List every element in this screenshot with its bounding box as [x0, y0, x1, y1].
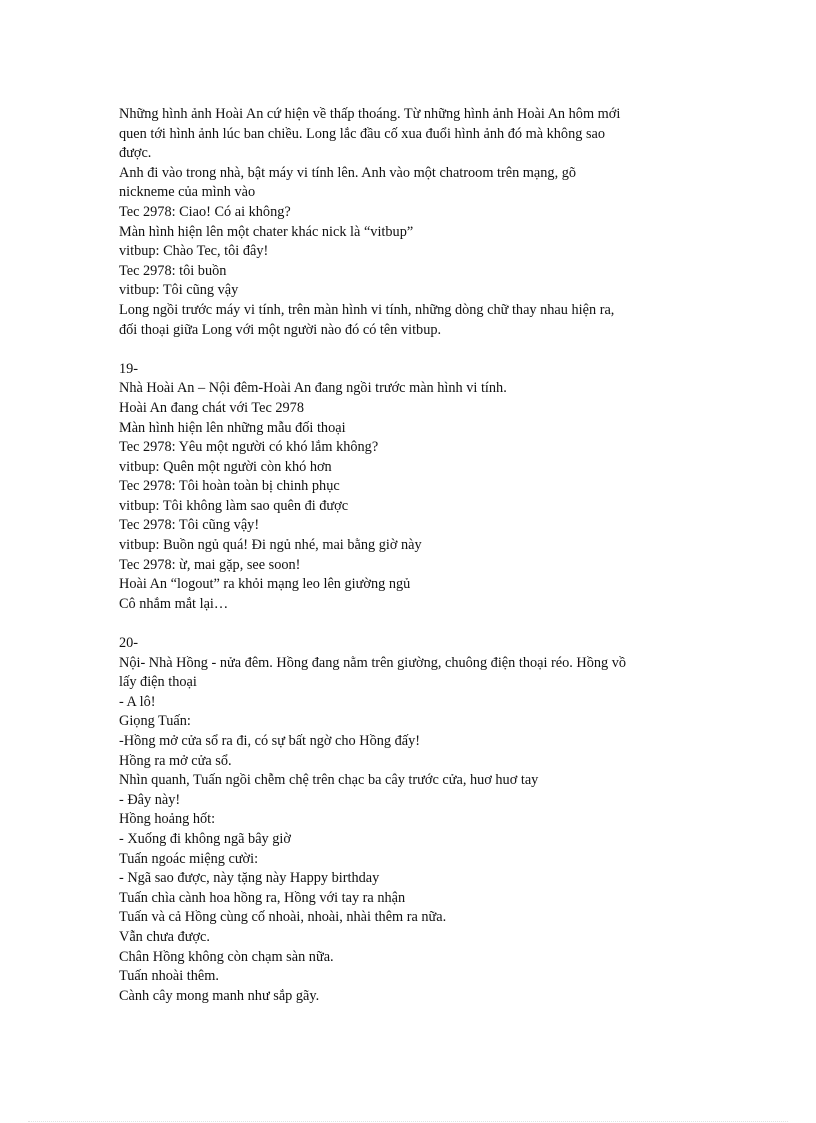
- text-line: quen tới hình ảnh lúc ban chiều. Long lắc đầu cố xua đuổi hình ảnh đó mà không sao: [119, 125, 605, 142]
- text-line: Tec 2978: Tôi cũng vậy!: [119, 517, 260, 534]
- text-line: Nhìn quanh, Tuấn ngồi chễm chệ trên chạc ba cây trước cửa, huơ huơ tay: [119, 772, 539, 789]
- text-line: - Xuống đi không ngã bây giờ: [119, 830, 291, 847]
- text-line: Hồng hoảng hốt:: [119, 811, 216, 828]
- text-line: Tec 2978: Ciao! Có ai không?: [119, 203, 291, 220]
- text-line: vitbup: Chào Tec, tôi đây!: [119, 243, 269, 260]
- text-line: Anh đi vào trong nhà, bật máy vi tính lên. Anh vào một chatroom trên mạng, gõ: [119, 164, 577, 181]
- text-line: Tec 2978: tôi buồn: [119, 262, 227, 279]
- text-line: - Đây này!: [119, 791, 181, 808]
- text-line: vitbup: Tôi không làm sao quên đi được: [119, 497, 349, 514]
- text-line: Tuấn ngoác miệng cười:: [119, 850, 259, 867]
- text-line: Màn hình hiện lên một chater khác nick là “vitbup”: [119, 223, 414, 240]
- blank-line: [119, 340, 694, 360]
- text-line: 20-: [119, 635, 139, 652]
- text-line: Tec 2978: Yêu một người có khó lắm không?: [119, 439, 379, 456]
- text-line: Vẫn chưa được.: [119, 928, 210, 945]
- text-line: Tuấn nhoài thêm.: [119, 968, 219, 985]
- text-line: lấy điện thoại: [119, 674, 197, 691]
- text-line: đối thoại giữa Long với một người nào đó có tên vitbup.: [119, 321, 442, 338]
- text-line: - Ngã sao được, này tặng này Happy birthday: [119, 870, 380, 887]
- text-line: Nhà Hoài An – Nội đêm-Hoài An đang ngồi trước màn hình vi tính.: [119, 380, 507, 397]
- text-line: Tec 2978: ừ, mai gặp, see soon!: [119, 556, 301, 573]
- text-line: vitbup: Quên một người còn khó hơn: [119, 458, 332, 475]
- text-line: Hoài An đang chát với Tec 2978: [119, 399, 304, 416]
- text-line: 19-: [119, 360, 139, 377]
- text-line: Tec 2978: Tôi hoàn toàn bị chinh phục: [119, 478, 340, 495]
- text-line: được.: [119, 145, 152, 162]
- text-line: Nội- Nhà Hồng - nửa đêm. Hồng đang nằm trên giường, chuông điện thoại réo. Hồng vồ: [119, 654, 627, 671]
- text-line: Tuấn chìa cành hoa hồng ra, Hồng với tay ra nhận: [119, 889, 406, 906]
- text-line: Chân Hồng không còn chạm sàn nữa.: [119, 948, 334, 965]
- text-line: -Hồng mở cửa sổ ra đi, có sự bất ngờ cho Hồng đấy!: [119, 733, 421, 749]
- document-body: [119, 105, 694, 1006]
- text-line: Cô nhắm mắt lại…: [119, 595, 229, 612]
- text-line: Màn hình hiện lên những mẫu đối thoại: [119, 419, 346, 436]
- text-line: vitbup: Tôi cũng vậy: [119, 282, 239, 299]
- text-line: Những hình ảnh Hoài An cứ hiện về thấp thoáng. Từ những hình ảnh Hoài An hôm mới: [119, 106, 621, 122]
- text-line: Hồng ra mở cửa sổ.: [119, 752, 232, 769]
- text-line: vitbup: Buồn ngủ quá! Đi ngủ nhé, mai bằng giờ này: [119, 537, 422, 554]
- text-line: Hoài An “logout” ra khỏi mạng leo lên giường ngủ: [119, 576, 411, 593]
- text-line: Long ngồi trước máy vi tính, trên màn hình vi tính, những dòng chữ thay nhau hiện ra,: [119, 301, 615, 318]
- text-line: Giọng Tuấn:: [119, 713, 191, 730]
- text-line: Tuấn và cả Hồng cùng cố nhoài, nhoài, nhài thêm ra nữa.: [119, 909, 447, 926]
- text-line: nickneme của mình vào: [119, 184, 256, 201]
- text-line: Cành cây mong manh như sắp gãy.: [119, 987, 320, 1004]
- blank-line: [119, 614, 694, 634]
- text-line: - A lô!: [119, 693, 156, 710]
- page-bottom-divider: [28, 1121, 788, 1122]
